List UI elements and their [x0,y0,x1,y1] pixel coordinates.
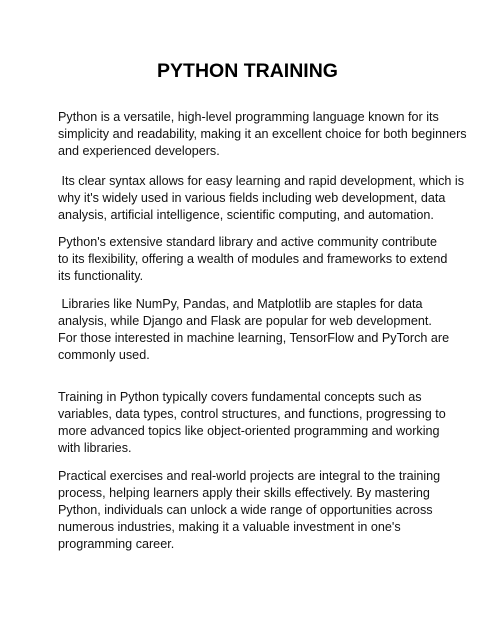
paragraph-line: simplicity and readability, making it an excellent choice for both beginners [58,127,467,141]
paragraph-line: Python, individuals can unlock a wide range of opportunities across [58,503,433,517]
paragraph-line: analysis, artificial intelligence, scientific computing, and automation. [58,208,434,222]
paragraph-line: its functionality. [58,269,144,283]
paragraph-line: Its clear syntax allows for easy learning and rapid development, which is [58,174,465,188]
page-title: PYTHON TRAINING [157,60,338,82]
paragraph-line: Practical exercises and real-world projects are integral to the training [58,469,441,483]
paragraph-line: Python is a versatile, high-level programming language known for its [58,110,439,124]
paragraph-line: For those interested in machine learning, TensorFlow and PyTorch are [58,331,450,345]
paragraph-line: more advanced topics like object-oriented programming and working [58,424,440,438]
paragraph-line: process, helping learners apply their skills effectively. By mastering [58,486,430,500]
paragraph-line: with libraries. [58,441,132,455]
paragraph-line: and experienced developers. [58,144,220,158]
paragraph-line: Python's extensive standard library and active community contribute [58,235,438,249]
paragraph-training [58,389,448,457]
paragraph-line: why it's widely used in various fields including web development, data [58,191,446,205]
paragraph-line: Libraries like NumPy, Pandas, and Matplotlib are staples for data [58,297,423,311]
paragraph-practical [58,468,448,553]
paragraph-syntax [58,173,465,224]
paragraph-line: Training in Python typically covers fundamental concepts such as [58,390,422,404]
paragraph-line: analysis, while Django and Flask are popular for web development. [58,314,432,328]
paragraph-line: numerous industries, making it a valuable investment in one's [58,520,401,534]
paragraph-line: programming career. [58,537,175,551]
paragraph-library [58,234,448,285]
paragraph-line: to its flexibility, offering a wealth of modules and frameworks to extend [58,252,448,266]
paragraph-libraries [58,296,448,364]
paragraph-line: commonly used. [58,348,150,362]
paragraph-line: variables, data types, control structures, and functions, progressing to [58,407,446,421]
paragraph-intro [58,109,467,160]
